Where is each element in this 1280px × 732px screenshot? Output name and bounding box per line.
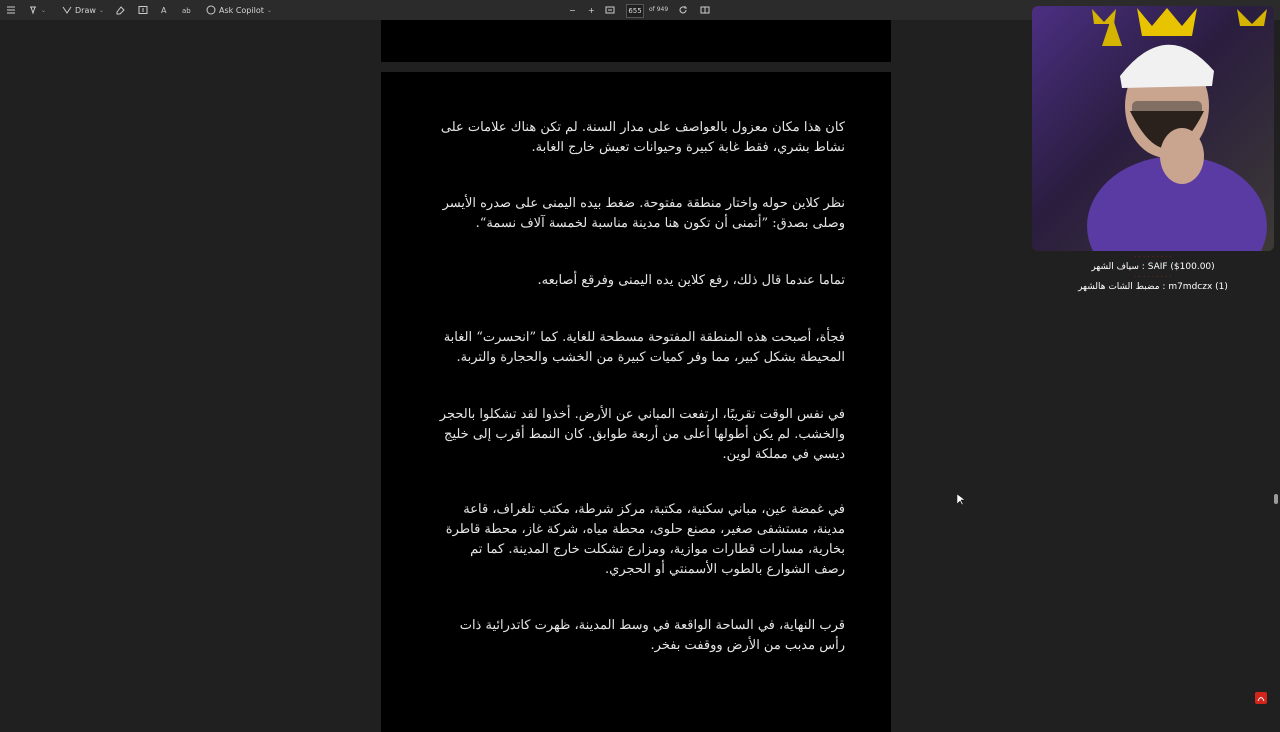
eraser-icon[interactable]	[115, 3, 125, 17]
paragraph: في غمضة عين، مباني سكنية، مكتبة، مركز شرطة، مكتب تلغراف، قاعة مدينة، مستشفى صغير، مصنع حلوى، محطة مياه، شركة غاز، محطة قاطرة بخارية، مسارات قطارات موازية، ومزارع تشكلت خارج المدينة. كما تم رصف الشوارع بالطوب الأسمنتي أو الحجري.	[445, 502, 845, 577]
webcam-overlay	[1032, 6, 1274, 251]
highlight-icon[interactable]: ⌄	[28, 3, 46, 17]
pdf-page-previous	[381, 20, 891, 62]
svg-text:ab: ab	[182, 7, 191, 15]
alert-line: m7mdczx (1) : مضبط الشات هالشهر	[1078, 282, 1228, 292]
copilot-label: Ask Copilot	[219, 5, 264, 15]
paragraph: كان هذا مكان معزول بالعواصف على مدار السنة. لم تكن هناك علامات على نشاط بشري، فقط غابة كبيرة وحيوانات تعيش خارج الغابة.	[440, 120, 845, 155]
zoom-out-label: −	[569, 5, 576, 15]
stream-alerts	[1032, 252, 1274, 312]
list-icon[interactable]	[6, 3, 16, 17]
zoom-in-button[interactable]	[588, 3, 595, 17]
svg-text:A: A	[161, 6, 167, 15]
mouse-cursor-icon	[957, 494, 965, 506]
alert-line: SAIF ($100.00) : سياف الشهر	[1091, 262, 1215, 272]
rotate-icon[interactable]	[678, 3, 688, 17]
draw-icon	[62, 5, 72, 15]
read-aloud-icon[interactable]	[160, 3, 170, 17]
page-number-input[interactable]: 655	[626, 4, 644, 18]
paragraph: في نفس الوقت تقريبًا، ارتفعت المباني عن الأرض. أخذوا لقد تشكلوا بالحجر والخشب. لم يكن أطولها أعلى من أربعة طوابق. كان النمط أقرب إلى خليج ديسي في مملكة لوين.	[439, 407, 845, 462]
acrobat-icon[interactable]	[1255, 692, 1267, 704]
draw-label: Draw	[75, 5, 96, 15]
zoom-out-button[interactable]	[569, 3, 576, 17]
paragraph: فجأة، أصبحت هذه المنطقة المفتوحة مسطحة للغاية. كما ”انحسرت“ الغابة المحيطة بشكل كبير، مما وفر كميات كبيرة من الخشب والحجارة والتربة.	[443, 330, 845, 365]
page-total: of 949	[649, 6, 669, 13]
paragraph: تماما عندما قال ذلك، رفع كلاين يده اليمنى وفرقع أصابعه.	[537, 273, 845, 288]
page-view-icon[interactable]	[700, 3, 710, 17]
translate-icon[interactable]	[182, 3, 192, 17]
paragraph: نظر كلاين حوله واختار منطقة مفتوحة. ضغط بيده اليمنى على صدره الأيسر وصلى بصدق: ”أتمنى أن تكون هنا مدينة مناسبة لخمسة آلاف نسمة“.	[442, 196, 845, 231]
alert-line-blurred: · · · · · · · · ·	[1134, 253, 1172, 261]
zoom-in-label: +	[588, 5, 595, 15]
draw-button[interactable]: Draw ⌄	[62, 3, 104, 17]
alert-line-blurred: · · · · · · · · ·	[1134, 273, 1172, 281]
vertical-scrollbar[interactable]	[1274, 494, 1278, 504]
paragraph: قرب النهاية، في الساحة الواقعة في وسط المدينة، ظهرت كاتدرائية ذات رأس مدبب من الأرض ووقفت بفخر.	[459, 618, 845, 653]
streamer-photo	[1032, 6, 1274, 251]
copilot-icon	[206, 5, 216, 15]
fit-page-icon[interactable]	[605, 3, 615, 17]
ask-copilot-button[interactable]: Ask Copilot ⌄	[206, 3, 272, 17]
text-box-icon[interactable]	[138, 3, 148, 17]
